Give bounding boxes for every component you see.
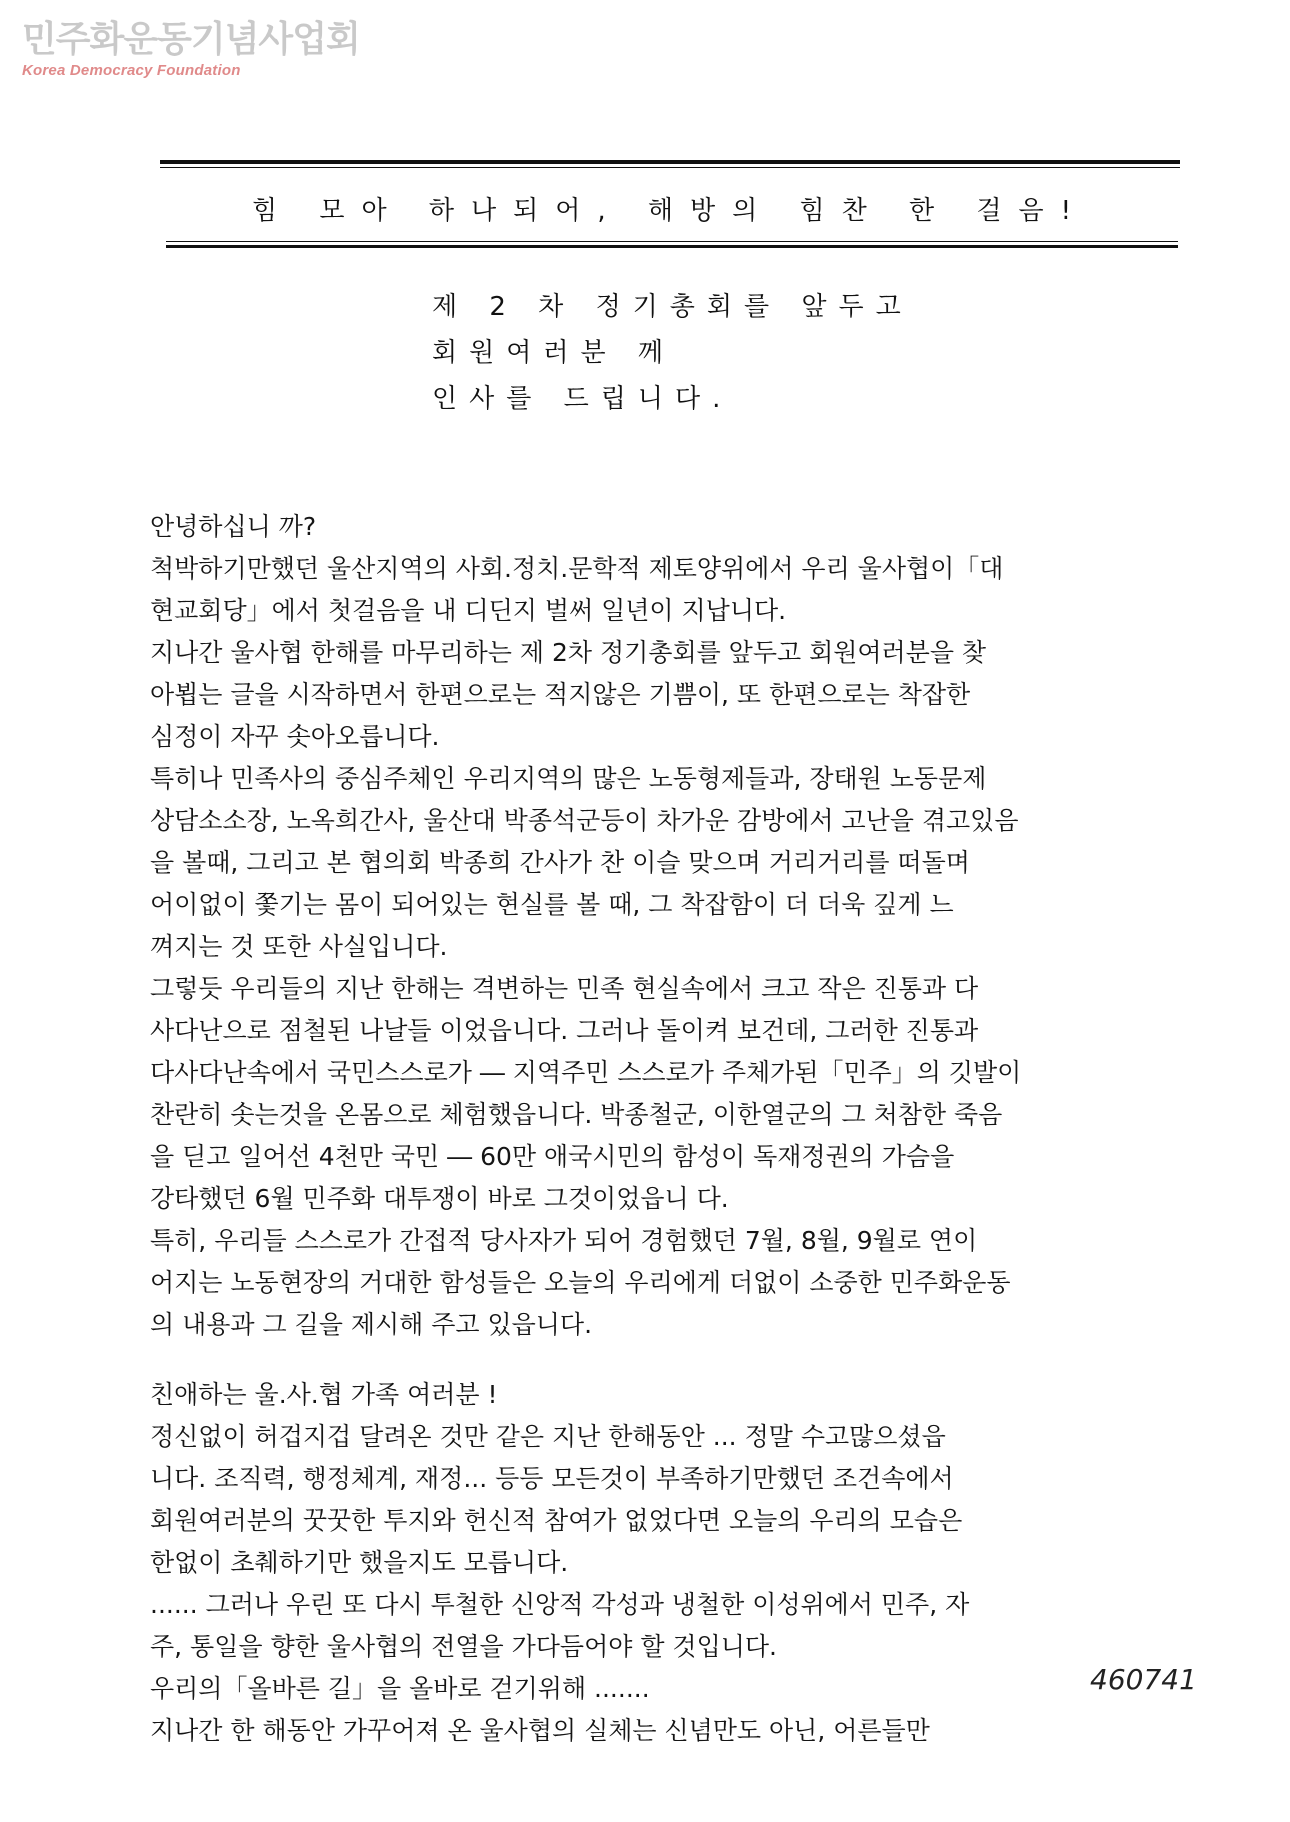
header-rule-top-thin (160, 167, 1180, 168)
body-line: 껴지는 것 또한 사실입니다. (150, 932, 448, 961)
header-rule-top-thick (160, 160, 1180, 164)
body-line: ...... 그러나 우린 또 다시 투철한 신앙적 각성과 냉철한 이성위에서 민주, 자 (150, 1590, 970, 1619)
body-line: 강타했던 6월 민주화 대투쟁이 바로 그것이었읍니 다. (150, 1184, 729, 1213)
body-line: 사다난으로 점철된 나날들 이었읍니다. 그러나 돌이켜 보건데, 그러한 진통과 (150, 1016, 979, 1045)
body-line: 지나간 한 해동안 가꾸어져 온 울사협의 실체는 신념만도 아닌, 어른들만 (150, 1716, 930, 1745)
body-line: 을 딛고 일어선 4천만 국민 ― 60만 애국시민의 함성이 독재정권의 가슴을 (150, 1142, 955, 1171)
body-line: 친애하는 울.사.협 가족 여러분 ! (150, 1380, 498, 1409)
document-headline: 힘 모아 하나되어, 해방의 힘찬 한 걸음! (251, 196, 1089, 226)
body-line: 척박하기만했던 울산지역의 사회.정치.문학적 제토양위에서 우리 울사협이「대 (150, 554, 1004, 583)
body-line: 한없이 초췌하기만 했을지도 모릅니다. (150, 1548, 569, 1577)
greeting-line: 회원여러분 께 (432, 338, 675, 368)
header-rule-bottom-thin (166, 241, 1178, 242)
body-line: 특히나 민족사의 중심주체인 우리지역의 많은 노동형제들과, 장태원 노동문제 (150, 764, 987, 793)
watermark-english: Korea Democracy Foundation (22, 62, 241, 79)
body-line: 그렇듯 우리들의 지난 한해는 격변하는 민족 현실속에서 크고 작은 진통과 다 (150, 974, 979, 1003)
body-line: 지나간 울사협 한해를 마무리하는 제 2차 정기총회를 앞두고 회원여러분을 찾 (150, 638, 987, 667)
body-line: 어이없이 쫓기는 몸이 되어있는 현실를 볼 때, 그 착잡함이 더 더욱 깊게 느 (150, 890, 954, 919)
body-line: 을 볼때, 그리고 본 협의회 박종희 간사가 찬 이슬 맞으며 거리거리를 떠돌며 (150, 848, 970, 877)
watermark-korean: 민주화운동기념사업회 (22, 19, 360, 60)
greeting-line: 제 2 차 정기총회를 앞두고 (432, 292, 913, 322)
body-line: 현교회당」에서 첫걸음을 내 디딘지 벌써 일년이 지납니다. (150, 596, 787, 625)
letter-body (150, 506, 1195, 1752)
body-line: 회원여러분의 꿋꿋한 투지와 헌신적 참여가 없었다면 오늘의 우리의 모습은 (150, 1506, 963, 1535)
header-rule-bottom-thick (166, 245, 1178, 248)
greeting-block (432, 284, 913, 422)
body-line: 정신없이 허겁지겁 달려온 것만 같은 지난 한해동안 ... 정말 수고많으셨읍 (150, 1422, 946, 1451)
body-line: 안녕하십니 까? (150, 512, 317, 541)
body-line: 찬란히 솟는것을 온몸으로 체험했읍니다. 박종철군, 이한열군의 그 처참한 죽음 (150, 1100, 1003, 1129)
body-line: 상담소소장, 노옥희간사, 울산대 박종석군등이 차가운 감방에서 고난을 겪고있음 (150, 806, 1019, 835)
document-number: 460741 (1090, 1663, 1197, 1696)
body-line: 다사다난속에서 국민스스로가 ― 지역주민 스스로가 주체가된「민주」의 깃발이 (150, 1058, 1022, 1087)
foundation-watermark (22, 18, 360, 79)
body-line: 니다. 조직력, 행정체계, 재정... 등등 모든것이 부족하기만했던 조건속에서 (150, 1464, 954, 1493)
paragraph-gap (150, 1346, 1195, 1374)
body-line: 심정이 자꾸 솟아오릅니다. (150, 722, 440, 751)
greeting-line: 인사를 드립니다. (432, 384, 733, 414)
body-line: 우리의「올바른 길」을 올바로 걷기위해 ....... (150, 1674, 650, 1703)
body-line: 의 내용과 그 길을 제시해 주고 있읍니다. (150, 1310, 593, 1339)
body-line: 어지는 노동현장의 거대한 함성들은 오늘의 우리에게 더없이 소중한 민주화운동 (150, 1268, 1011, 1297)
body-line: 특히, 우리들 스스로가 간접적 당사자가 되어 경험했던 7월, 8월, 9월로 연이 (150, 1226, 978, 1255)
body-line: 주, 통일을 향한 울사협의 전열을 가다듬어야 할 것입니다. (150, 1632, 777, 1661)
body-line: 아뵙는 글을 시작하면서 한편으로는 적지않은 기쁨이, 또 한편으로는 착잡한 (150, 680, 971, 709)
